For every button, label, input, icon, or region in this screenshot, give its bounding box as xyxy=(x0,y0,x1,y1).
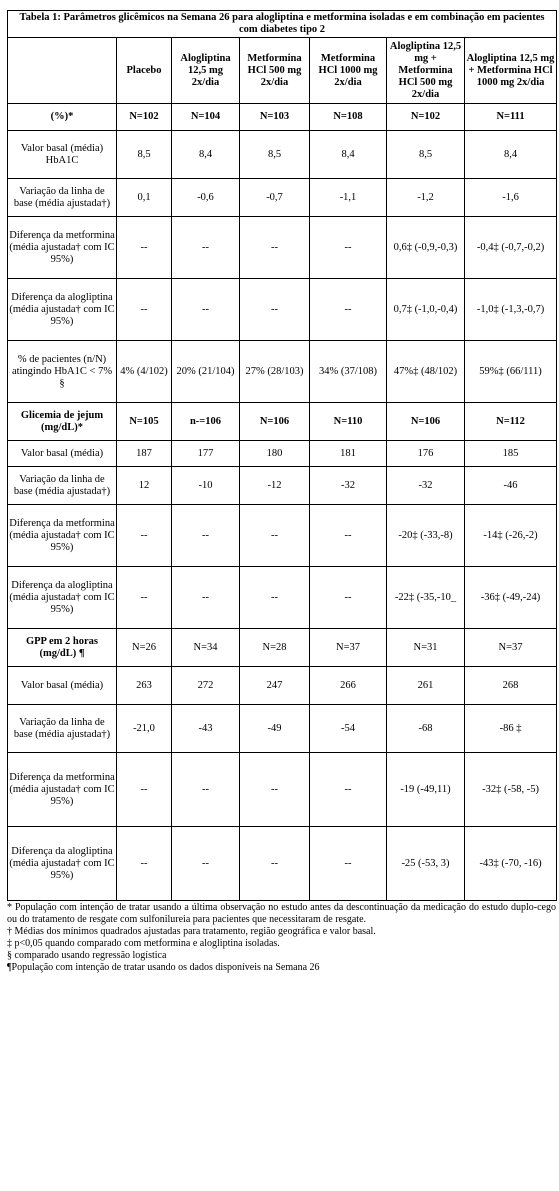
table-cell: 34% (37/108) xyxy=(310,341,387,403)
table-cell: -- xyxy=(240,217,310,279)
table-cell: -- xyxy=(172,217,240,279)
table-cell: 20% (21/104) xyxy=(172,341,240,403)
table-cell: -54 xyxy=(310,705,387,753)
table-cell: -- xyxy=(172,279,240,341)
table-cell: -43 xyxy=(172,705,240,753)
table-cell: -0,7 xyxy=(240,179,310,217)
row-label: Valor basal (média) xyxy=(8,441,117,467)
table-cell: -- xyxy=(117,827,172,901)
table-cell: -1,1 xyxy=(310,179,387,217)
row-label: Variação da linha de base (média ajustada†) xyxy=(8,467,117,505)
table-cell: 0,7‡ (-1,0,-0,4) xyxy=(387,279,465,341)
table-cell: -0,4‡ (-0,7,-0,2) xyxy=(465,217,557,279)
column-header: Placebo xyxy=(117,38,172,104)
column-header: Alogliptina 12,5 mg + Metformina HCl 1000 mg 2x/dia xyxy=(465,38,557,104)
table-cell: -32 xyxy=(310,467,387,505)
section-label: (%)* xyxy=(8,104,117,131)
row-label: Diferença da metformina (média ajustada† com IC 95%) xyxy=(8,217,117,279)
table-cell: 8,4 xyxy=(465,131,557,179)
footnote: † Médias dos mínimos quadrados ajustadas para tratamento, região geográfica e valor basal. xyxy=(7,926,376,937)
sample-size-cell: n-=106 xyxy=(172,403,240,441)
sample-size-cell: N=37 xyxy=(465,629,557,667)
table-row xyxy=(8,467,557,505)
table-cell: -- xyxy=(117,217,172,279)
table-cell: -21,0 xyxy=(117,705,172,753)
sample-size-cell: N=31 xyxy=(387,629,465,667)
sample-size-cell: N=102 xyxy=(387,104,465,131)
sample-size-cell: N=105 xyxy=(117,403,172,441)
table-cell: 261 xyxy=(387,667,465,705)
table-cell: -32 xyxy=(387,467,465,505)
table-cell: -68 xyxy=(387,705,465,753)
table-cell: 176 xyxy=(387,441,465,467)
row-label: Diferença da alogliptina (média ajustada† com IC 95%) xyxy=(8,827,117,901)
sample-size-cell: N=111 xyxy=(465,104,557,131)
table-cell: -25 (-53, 3) xyxy=(387,827,465,901)
table-row xyxy=(8,567,557,629)
table-cell: -- xyxy=(240,505,310,567)
column-header: Alogliptina 12,5 mg + Metformina HCl 500 mg 2x/dia xyxy=(387,38,465,104)
section-n-row xyxy=(8,403,557,441)
table-row xyxy=(8,279,557,341)
glycemic-parameters-table xyxy=(7,10,557,901)
table-cell: -12 xyxy=(240,467,310,505)
table-cell: -49 xyxy=(240,705,310,753)
table-cell: -36‡ (-49,-24) xyxy=(465,567,557,629)
table-cell: 0,6‡ (-0,9,-0,3) xyxy=(387,217,465,279)
table-cell: -1,6 xyxy=(465,179,557,217)
table-cell: -- xyxy=(310,279,387,341)
section-label: GPP em 2 horas (mg/dL) ¶ xyxy=(8,629,117,667)
row-label: Valor basal (média) HbA1C xyxy=(8,131,117,179)
section-n-row xyxy=(8,104,557,131)
table-row xyxy=(8,441,557,467)
table-cell: 263 xyxy=(117,667,172,705)
table-row xyxy=(8,217,557,279)
table-cell: 59%‡ (66/111) xyxy=(465,341,557,403)
table-cell: -86 ‡ xyxy=(465,705,557,753)
table-cell: 0,1 xyxy=(117,179,172,217)
table-cell: -14‡ (-26,-2) xyxy=(465,505,557,567)
table-cell: -- xyxy=(240,567,310,629)
footnotes xyxy=(7,902,556,974)
table-cell: 8,5 xyxy=(240,131,310,179)
table-cell: -- xyxy=(310,567,387,629)
sample-size-cell: N=106 xyxy=(387,403,465,441)
table-cell: -43‡ (-70, -16) xyxy=(465,827,557,901)
sample-size-cell: N=108 xyxy=(310,104,387,131)
column-header-row xyxy=(8,38,557,104)
table-cell: -32‡ (-58, -5) xyxy=(465,753,557,827)
table-cell: 12 xyxy=(117,467,172,505)
header-blank-cell xyxy=(8,38,117,104)
footnote: § comparado usando regressão logística xyxy=(7,950,167,961)
table-cell: -- xyxy=(310,827,387,901)
table-cell: 180 xyxy=(240,441,310,467)
table-row xyxy=(8,753,557,827)
section-label: Glicemia de jejum (mg/dL)* xyxy=(8,403,117,441)
table-row xyxy=(8,705,557,753)
sample-size-cell: N=34 xyxy=(172,629,240,667)
table-cell: -- xyxy=(310,505,387,567)
table-cell: -- xyxy=(240,753,310,827)
table-cell: -- xyxy=(240,827,310,901)
table-cell: -- xyxy=(172,753,240,827)
footnote: * População com intenção de tratar usando a última observação no estudo antes da descontinuação da medicação do estudo duplo-cego ou do tratamento de resgate com sulfonilureia para pacientes que necessitaram de resgate. xyxy=(7,902,556,925)
table-row xyxy=(8,341,557,403)
table-cell: -- xyxy=(310,217,387,279)
row-label: Variação da linha de base (média ajustada†) xyxy=(8,179,117,217)
table-cell: -- xyxy=(172,827,240,901)
table-cell: 8,4 xyxy=(310,131,387,179)
row-label: Diferença da alogliptina (média ajustada† com IC 95%) xyxy=(8,279,117,341)
table-cell: 181 xyxy=(310,441,387,467)
table-cell: 8,4 xyxy=(172,131,240,179)
column-header: Metformina HCl 500 mg 2x/dia xyxy=(240,38,310,104)
table-cell: 177 xyxy=(172,441,240,467)
table-cell: -10 xyxy=(172,467,240,505)
row-label: Variação da linha de base (média ajustada†) xyxy=(8,705,117,753)
sample-size-cell: N=112 xyxy=(465,403,557,441)
sample-size-cell: N=37 xyxy=(310,629,387,667)
table-cell: -- xyxy=(240,279,310,341)
sample-size-cell: N=102 xyxy=(117,104,172,131)
table-cell: -19 (-49,11) xyxy=(387,753,465,827)
table-cell: 47%‡ (48/102) xyxy=(387,341,465,403)
table-cell: -22‡ (-35,-10_ xyxy=(387,567,465,629)
table-cell: 8,5 xyxy=(117,131,172,179)
table-cell: -- xyxy=(117,753,172,827)
row-label: Diferença da metformina (média ajustada† com IC 95%) xyxy=(8,505,117,567)
table-cell: -1,0‡ (-1,3,-0,7) xyxy=(465,279,557,341)
sample-size-cell: N=103 xyxy=(240,104,310,131)
sample-size-cell: N=26 xyxy=(117,629,172,667)
sample-size-cell: N=106 xyxy=(240,403,310,441)
table-cell: -- xyxy=(172,567,240,629)
column-header: Alogliptina 12,5 mg 2x/dia xyxy=(172,38,240,104)
table-row xyxy=(8,667,557,705)
table-cell: -- xyxy=(117,567,172,629)
row-label: Diferença da metformina (média ajustada† com IC 95%) xyxy=(8,753,117,827)
column-header: Metformina HCl 1000 mg 2x/dia xyxy=(310,38,387,104)
table-cell: 185 xyxy=(465,441,557,467)
table-row xyxy=(8,827,557,901)
sample-size-cell: N=28 xyxy=(240,629,310,667)
table-row xyxy=(8,505,557,567)
table-cell: -1,2 xyxy=(387,179,465,217)
table-cell: -- xyxy=(117,279,172,341)
table-cell: -- xyxy=(310,753,387,827)
table-row xyxy=(8,179,557,217)
table-cell: 272 xyxy=(172,667,240,705)
row-label: Diferença da alogliptina (média ajustada† com IC 95%) xyxy=(8,567,117,629)
table-cell: 187 xyxy=(117,441,172,467)
table-cell: -- xyxy=(117,505,172,567)
row-label: Valor basal (média) xyxy=(8,667,117,705)
sample-size-cell: N=110 xyxy=(310,403,387,441)
table-cell: -20‡ (-33,-8) xyxy=(387,505,465,567)
table-cell: 268 xyxy=(465,667,557,705)
table-cell: 27% (28/103) xyxy=(240,341,310,403)
sample-size-cell: N=104 xyxy=(172,104,240,131)
document-page xyxy=(7,0,556,974)
table-cell: 4% (4/102) xyxy=(117,341,172,403)
footnote: ‡ p<0,05 quando comparado com metformina e alogliptina isoladas. xyxy=(7,938,280,949)
footnote: ¶População com intenção de tratar usando os dados disponíveis na Semana 26 xyxy=(7,962,320,973)
table-cell: 8,5 xyxy=(387,131,465,179)
table-row xyxy=(8,131,557,179)
table-cell: 266 xyxy=(310,667,387,705)
table-title: Tabela 1: Parâmetros glicêmicos na Semana 26 para alogliptina e metformina isoladas e em combinação em pacientes com diabetes tipo 2 xyxy=(8,11,557,38)
table-cell: -46 xyxy=(465,467,557,505)
table-cell: 247 xyxy=(240,667,310,705)
row-label: % de pacientes (n/N) atingindo HbA1C < 7% § xyxy=(8,341,117,403)
table-cell: -- xyxy=(172,505,240,567)
section-n-row xyxy=(8,629,557,667)
table-cell: -0,6 xyxy=(172,179,240,217)
